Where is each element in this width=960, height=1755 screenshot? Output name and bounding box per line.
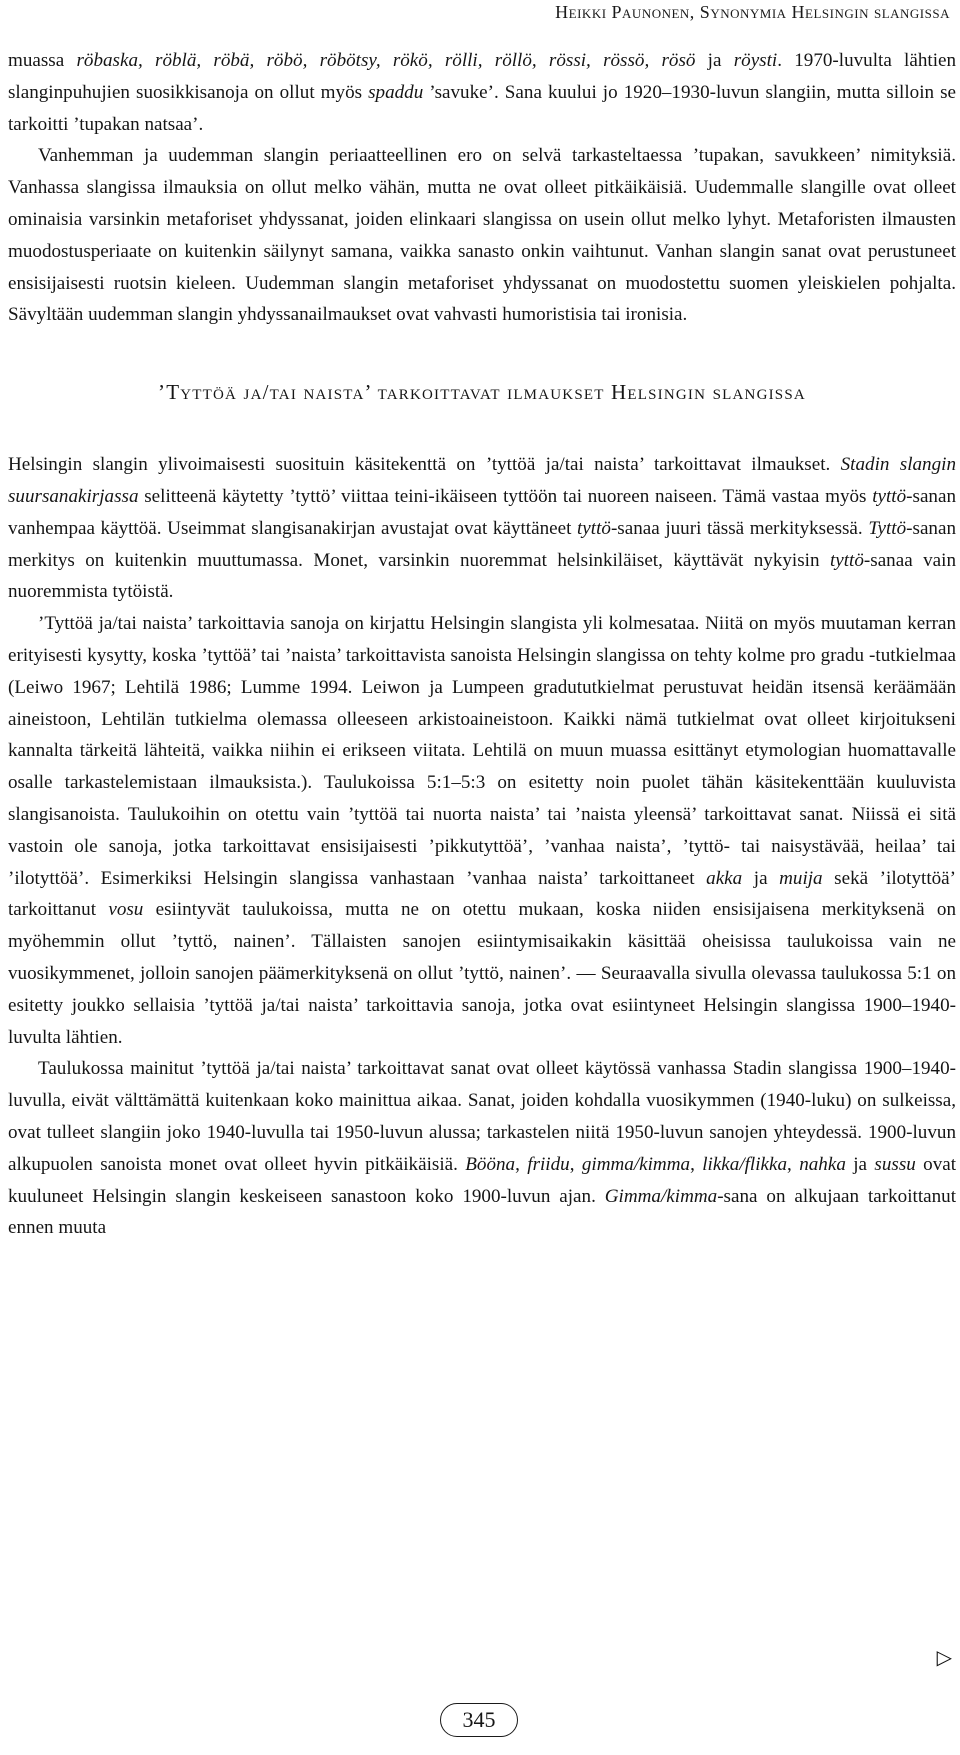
paragraph — [8, 1053, 956, 1244]
italic-term: Gimma/kimma — [604, 1185, 718, 1207]
text-run: selitteenä käytetty ’tyttö’ viittaa teini-ikäiseen tyttöön tai nuoreen naiseen. Tämä vastaa myös — [138, 485, 873, 507]
text-run: ovat kuuluneet Helsingin slangin keskeiseen sanastoon koko 1900-luvun ajan. — [8, 1153, 957, 1207]
italic-term: likka/flikka — [702, 1153, 788, 1175]
italic-term: akka — [706, 867, 743, 889]
text-run: -sanan vanhempaa käyttöä. Useimmat slangisanakirjan avustajat ovat käyttäneet — [8, 485, 956, 539]
text-run: sekä ’ilotyttöä’ tarkoittanut — [8, 867, 957, 921]
paragraph — [8, 608, 956, 1053]
italic-term: Tyttö — [868, 517, 907, 539]
text-run: ’savuke’. Sana kuului jo 1920–1930-luvun slangiin, mutta silloin se tarkoitti ’tupakan natsaa’. — [8, 81, 956, 135]
page-number — [440, 1703, 518, 1737]
continue-arrow-icon: ▷ — [936, 1647, 952, 1669]
italic-term: spaddu — [368, 81, 424, 103]
text-run: -sana on alkujaan tarkoittanut ennen muuta — [8, 1185, 956, 1239]
text-run: ja — [845, 1153, 875, 1175]
page-number-label: 345 — [462, 1707, 496, 1732]
italic-term: tyttö — [577, 517, 611, 539]
text-run: esiintyvät taulukoissa, mutta ne on otettu mukaan, koska niiden ensisijaisena merkityksenä on myöhemmin ollut ’tyttö, nainen’. Tällaisten sanojen esiintymisaikakin käsittää oheisissa taulukoissa vain ne vuosikymmenet, jolloin sanojen päämerkityksenä on ollut ’tyttö, nainen’. — Seuraavalla sivulla olevassa taulukossa 5:1 on esitetty joukko sellaisia ’tyttöä ja/tai naista’ tarkoittavia sanoja, jotka ovat esiintyneet Helsingin slangissa 1900–1940-luvulta lähtien. — [8, 899, 957, 1048]
italic-term: tyttö — [872, 485, 907, 507]
text-run: ja — [695, 50, 734, 71]
italic-term: Bööna — [465, 1153, 516, 1175]
italic-term: gimma/kimma — [581, 1153, 691, 1175]
italic-term: röysti — [733, 50, 778, 71]
text-run: ja — [742, 867, 780, 889]
paragraph — [8, 449, 956, 608]
text-run: Taulukossa mainitut ’tyttöä ja/tai naista’ tarkoittavat sanat ovat olleet käytössä vanhassa Stadin slangissa 1900–1940-luvulla, eivät välttämättä kuitenkaan koko mainittua aikaa. Sanat, joiden kohdalla vuosikymmen (1940-luku) on sulkeissa, ovat tulleet slangiin joko 1940-luvulla tai 1950-luvun alussa; tarkastelen niitä 1950-luvun sanojen yhteydessä. 1900-luvun alkupuolen sanoista monet ovat olleet hyvin pitkäikäisiä. — [8, 1058, 956, 1175]
text-run: Helsingin slangin ylivoimaisesti suosituin käsitekenttä on ’tyttöä ja/tai naista’ tarkoittavat ilmaukset. — [8, 454, 841, 476]
italic-term: tyttö — [829, 549, 864, 571]
text-run: Vanhemman ja uudemman slangin periaatteellinen ero on selvä tarkasteltaessa ’tupakan, savukkeen’ nimityksiä. Vanhassa slangissa ilmauksia on ollut melko vähän, mutta ne ovat olleet pitkäikäisiä. Uudemmalle slangille ovat olleet ominaisia varsinkin metaforiset yhdyssanat, joiden elinkaari slangissa on usein ollut melko lyhyt. Metaforisten ilmausten muodostusperiaate on kuitenkin säilynyt samana, vaikka sanasto onkin vaihtunut. Vanhan slangin sanat ovat perustuneet ensisijaisesti ruotsin kieleen. Uudemman slangin metaforiset yhdyssanat on muodostettu suomen yleiskielen pohjalta. Sävyltään uudemman slangin yhdyssanailmaukset ovat vahvasti humoristisia tai ironisia. — [8, 145, 956, 326]
text-run: ’Tyttöä ja/tai naista’ tarkoittavia sanoja on kirjattu Helsingin slangista yli kolmesataa. Niitä on myös muutaman kerran erityisesti kysytty, koska ’tyttöä’ tai ’naista’ tarkoittavista sanoista Helsingin slangissa on tehty kolme pro gradu -tutkielmaa (Leiwo 1967; Lehtilä 1986; Lumme 1994. Leiwon ja Lumpeen gradututkielmat perustuvat heidän itsensä keräämään aineistoon, Lehtilän tutkielma olemassa olleeseen arkistoaineistoon. Kaikki nämä tutkielmat ovat olleet kirjoitukseni kannalta tärkeitä lähteitä, vaikka niihin ei erikseen viitata. Lehtilä on muun muassa esittänyt etymologian huomattavalle osalle tarkastelemistaan ilmauksista.). Taulukoissa 5:1–5:3 on esitetty noin puolet tähän käsitekenttään kuuluvista slangisanoista. Taulukoihin on otettu vain ’tyttöä tai nuorta naista’ tai ’naista yleensä’ tarkoittavat sanat. Niissä ei sitä vastoin ole sanoja, jotka tarkoittavat ensisijaisesti ’pikkutyttöä’, ’vanhaa naista’, ’tyttö- tai naisystävää, heilaa’ tai ’ilotyttöä’. Esimerkiksi Helsingin slangissa vanhastaan ’vanhaa naista’ tarkoittaneet — [8, 613, 956, 889]
text-run: -sanan merkitys on kuitenkin muuttumassa. Monet, varsinkin nuoremmat helsinkiläiset, käyttävät nykyisin — [8, 517, 956, 571]
italic-term: nahka — [799, 1153, 846, 1175]
text-run: , — [569, 1153, 582, 1175]
text-run: -sanaa juuri tässä merkityksessä. — [610, 517, 869, 539]
text-run: , — [787, 1153, 800, 1175]
text-run: . 1970-luvulta lähtien slanginpuhujien suosikkisanoja on ollut myös — [8, 50, 957, 103]
italic-term: friidu — [527, 1153, 570, 1175]
section-heading: ’Tyttöä ja/tai naista’ tarkoittavat ilmaukset Helsingin slangissa — [158, 380, 806, 405]
italic-term: muija — [779, 867, 823, 889]
italic-term: sussu — [874, 1153, 916, 1175]
running-head: Heikki Paunonen, Synonymia Helsingin slangissa — [555, 2, 950, 22]
italic-term: Stadin slangin suursanakirjassa — [8, 454, 956, 507]
italic-term: vosu — [108, 899, 144, 921]
text-run: , — [690, 1153, 703, 1175]
italic-term: röbaska, röblä, röbä, röbö, röbötsy, rökö, rölli, röllö, rössi, rössö, rösö — [76, 50, 696, 71]
text-run: muassa — [8, 50, 77, 71]
paragraph — [8, 45, 956, 140]
body-text — [8, 45, 956, 1244]
paragraph — [8, 140, 956, 331]
text-run: -sanaa vain nuoremmista tytöistä. — [8, 549, 956, 603]
text-run: , — [515, 1153, 528, 1175]
